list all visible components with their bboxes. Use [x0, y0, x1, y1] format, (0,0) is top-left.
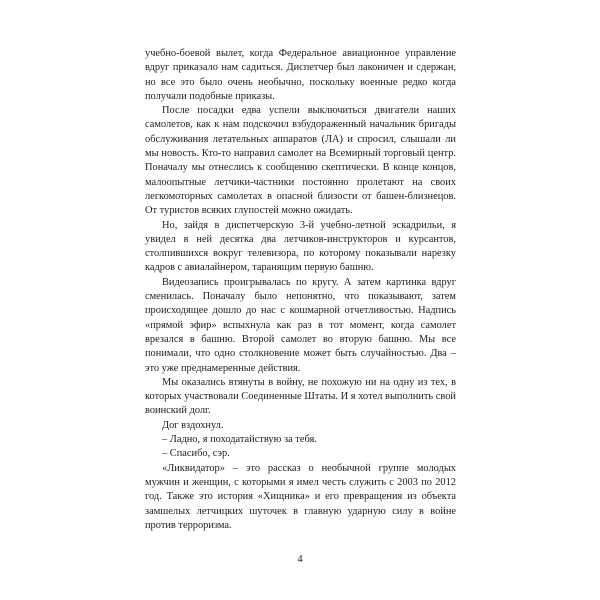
- paragraph: Видеозапись проигрывалась по кругу. А затем картинка вдруг сменилась. Поначалу было непонятно, что показывают, затем происходящее дошло до нас с кошмарной отчетливостью. Надпись «прямой эфир» вспыхнула как раз в тот момент, когда самолет врезался в башню. Второй самолет во вторую башню. Мы все понимали, что одно столкновение может быть случайностью. Два – это уже преднамеренные действия.: [145, 276, 456, 374]
- dialogue-line: – Спасибо, сэр.: [162, 448, 230, 460]
- page-number: 4: [297, 554, 303, 565]
- paragraph: После посадки едва успели выключиться двигатели наших самолетов, как к нам подскочил взбудораженный начальник бригады обслуживания летательных аппаратов (ЛА) и спросил, слышали ли мы новость. Кто-то направил самолет на Всемирный торговый центр. Поначалу мы отнеслись к сообщению скептически. В конце концов, малоопытные летчики-частники постоянно пролетают на своих легкомоторных самолетах в опасной близости от башен-близнецов. От туристов всяких глупостей можно ожидать.: [145, 105, 456, 217]
- dialogue-line: – Ладно, я походатайствую за тебя.: [162, 434, 317, 446]
- dialogue-line: Дог вздохнул.: [162, 419, 224, 431]
- paragraph: «Ликвидатор» – это рассказ о необычной группе молодых мужчин и женщин, с которыми я имел честь служить с 2003 по 2012 год. Также это история «Хищника» и его превращения из объекта замшелых летчицких шуточек в главную ударную силу в войне против терроризма.: [145, 462, 456, 531]
- paragraph: Но, зайдя в диспетчерскую 3-й учебно-летной эскадрильи, я увидел в ней десятка два летчиков-инструкторов и курсантов, столпившихся вокруг телевизора, по которому показывали нарезку кадров с авиалайнером, таранящим первую башню.: [145, 219, 456, 274]
- paragraph: учебно-боевой вылет, когда Федеральное авиационное управление вдруг приказало нам садиться. Диспетчер был лаконичен и сдержан, но все это было очень необычно, поскольку военные редко когда получали подобные приказы.: [145, 48, 456, 102]
- paragraph: Мы оказались втянуты в войну, не похожую ни на одну из тех, в которых участвовали Соединенные Штаты. И я хотел выполнить свой воинский долг.: [145, 376, 456, 417]
- body-text: [145, 47, 456, 533]
